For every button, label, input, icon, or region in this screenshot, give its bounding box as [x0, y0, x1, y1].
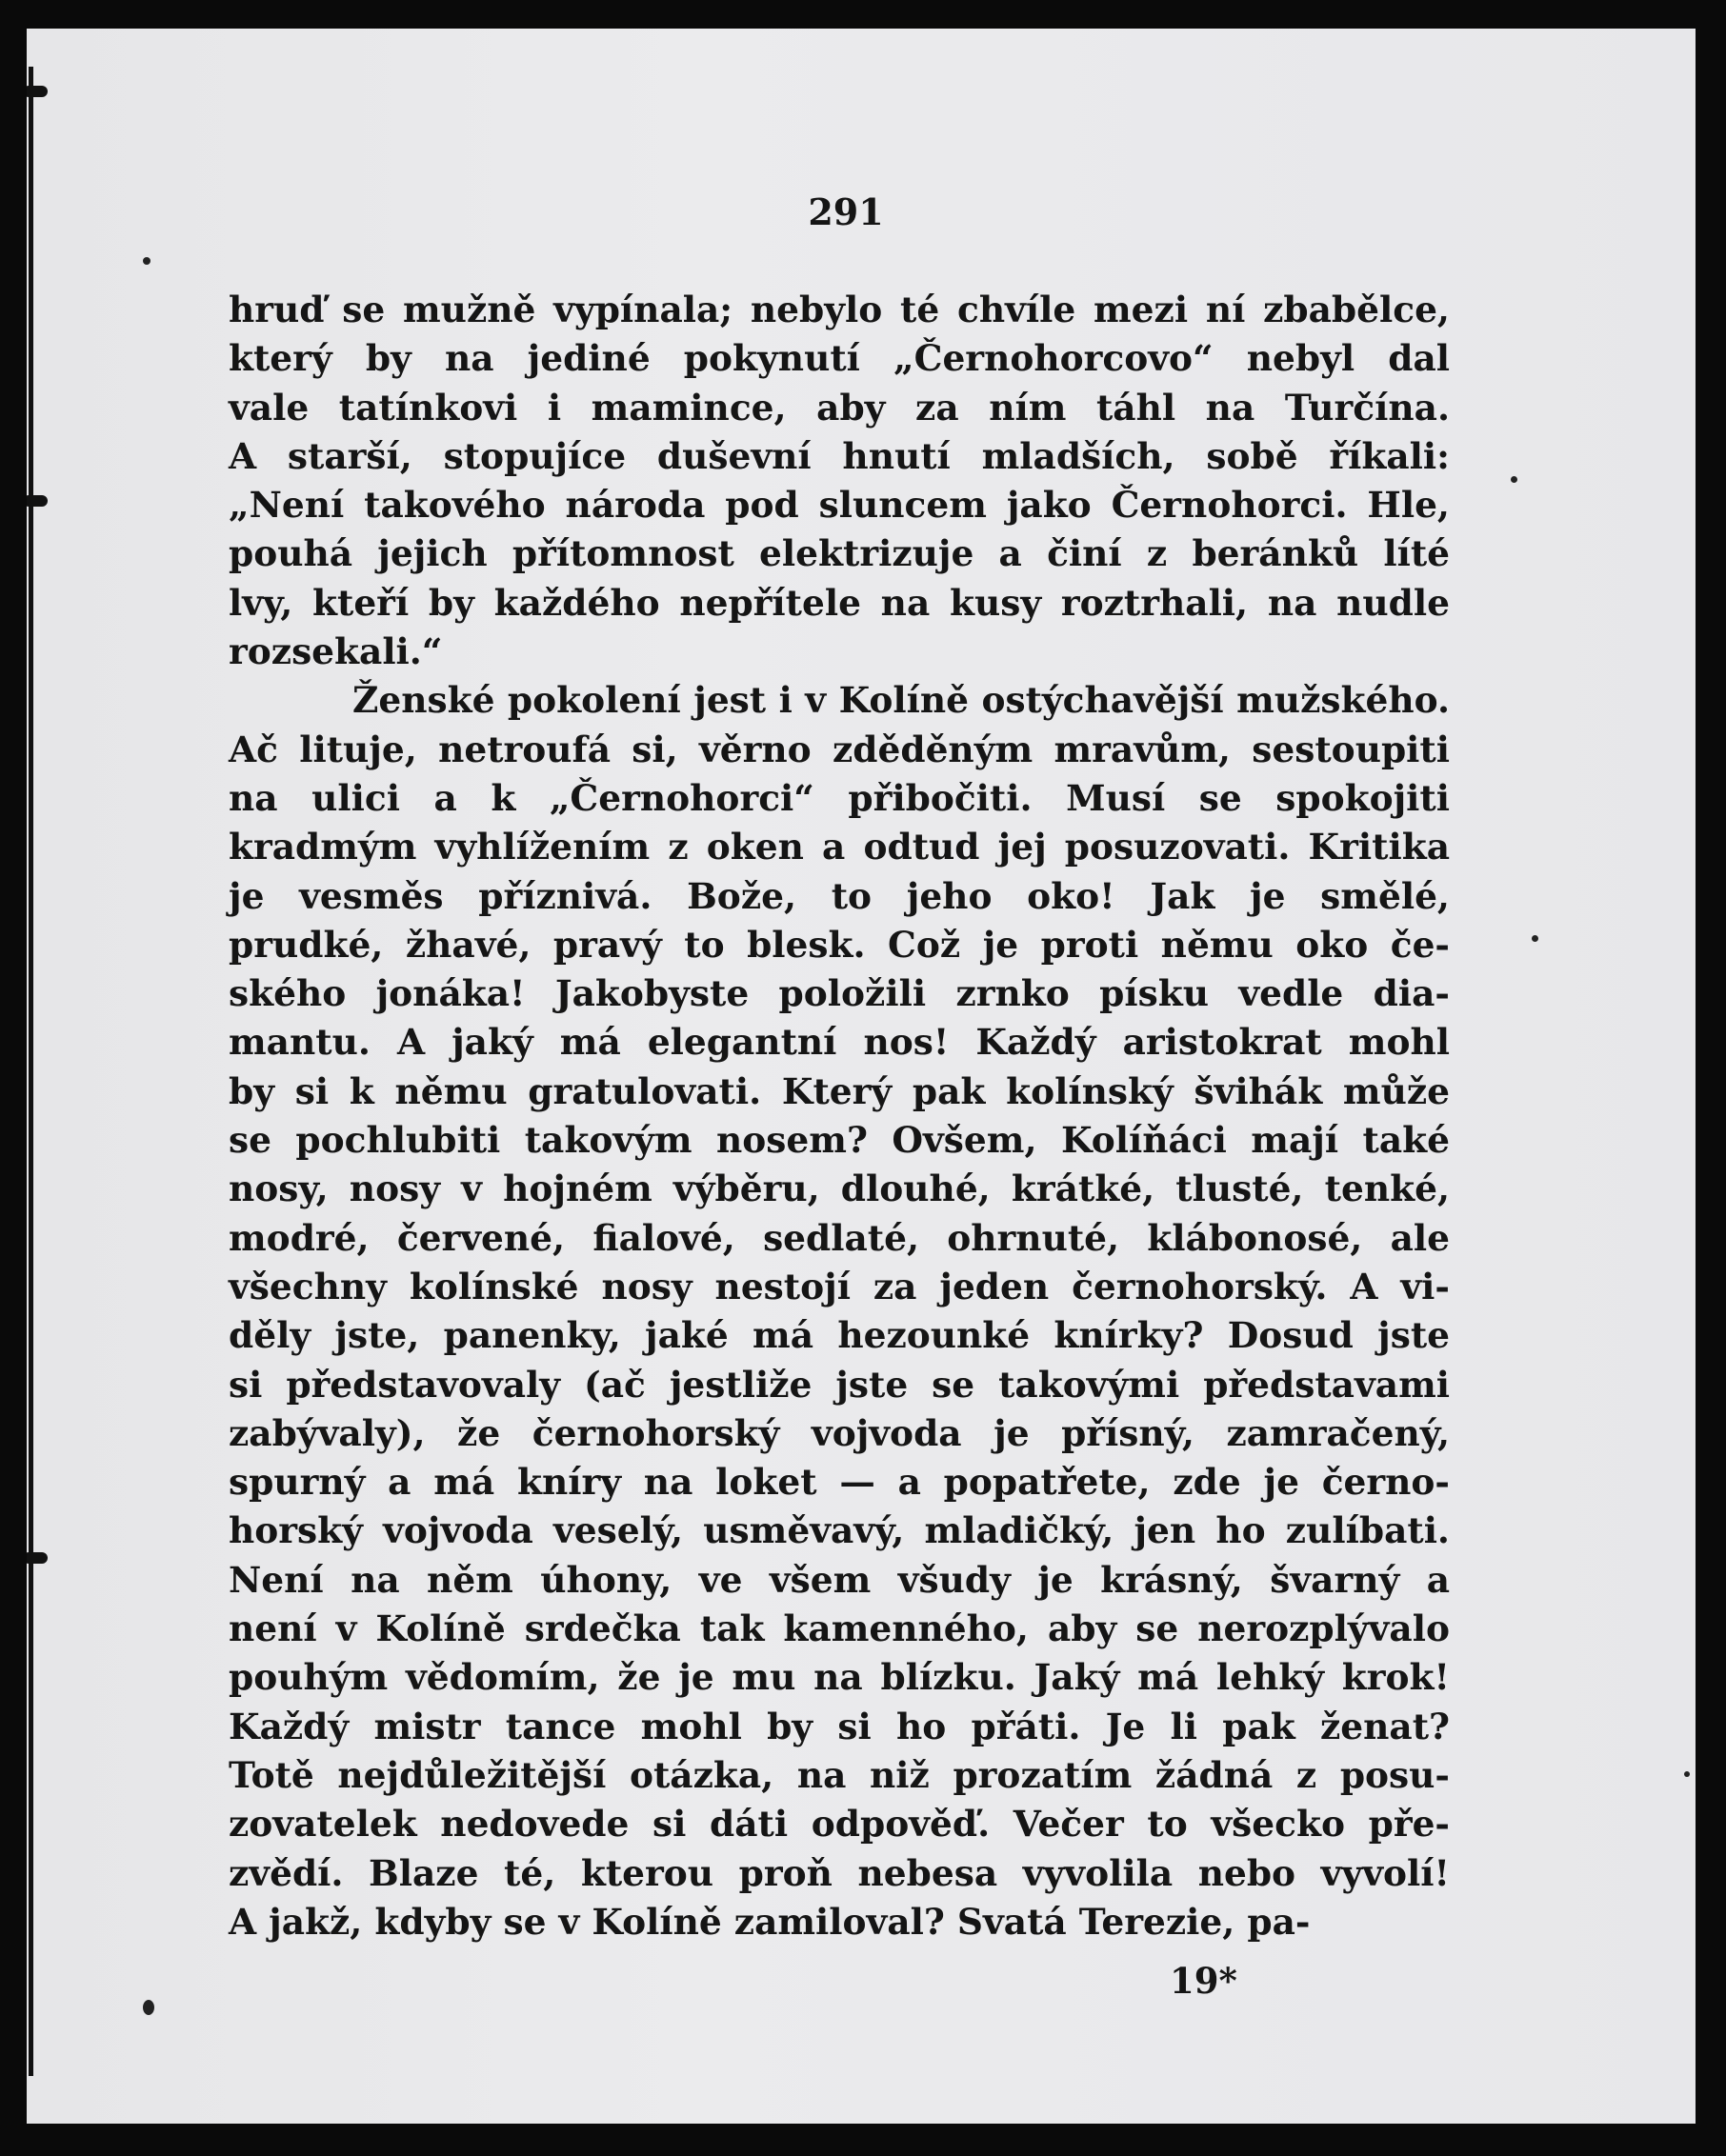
text-line: lvy, kteří by každého nepřítele na kusy roztrhali, na nudle: [229, 581, 1450, 624]
speck: [1684, 1771, 1690, 1777]
text-line: na ulici a k „Černohorci“ přibočiti. Musí se spokojiti: [229, 776, 1450, 819]
speck: [143, 257, 151, 265]
speck: [1532, 935, 1538, 942]
text-line: zovatelek nedovede si dáti odpověď. Večer to všecko pře-: [229, 1803, 1450, 1846]
text-line: horský vojvoda veselý, usměvavý, mladičký, jen ho zulíbati.: [229, 1509, 1450, 1552]
body-text: [229, 286, 1450, 1946]
text-line: není v Kolíně srdečka tak kamenného, aby se nerozplývalo: [229, 1607, 1450, 1650]
speck: [143, 2000, 154, 2015]
page-number: 291: [808, 190, 884, 233]
text-line: si představovaly (ač jestliže jste se takovými představami: [229, 1363, 1450, 1406]
text-line: kradmým vyhlížením z oken a odtud jej posuzovati. Kritika: [229, 826, 1450, 868]
binding-tick: [27, 495, 48, 507]
text-line: pouhým vědomím, že je mu na blízku. Jaký má lehký krok!: [229, 1656, 1450, 1699]
text-line: Ač lituje, netroufá si, věrno zděděným mravům, sestoupiti: [229, 728, 1450, 770]
text-line: „Není takového národa pod sluncem jako Černohorci. Hle,: [229, 484, 1450, 527]
text-line: je vesměs příznivá. Bože, to jeho oko! Jak je smělé,: [229, 874, 1450, 917]
text-line: spurný a má kníry na loket — a popatřete, zde je černo-: [229, 1461, 1450, 1504]
text-line: ského jonáka! Jakobyste položili zrnko písku vedle dia-: [229, 972, 1450, 1015]
speck: [1511, 476, 1517, 483]
text-line: Není na něm úhony, ve všem všudy je krásný, švarný a: [229, 1558, 1450, 1601]
text-line: děly jste, panenky, jaké má hezounké knírky? Dosud jste: [229, 1314, 1450, 1357]
signature-mark: 19*: [1170, 1960, 1237, 2002]
text-line: prudké, žhavé, pravý to blesk. Což je proti němu oko če-: [229, 923, 1450, 966]
text-line: Každý mistr tance mohl by si ho přáti. Je li pak ženat?: [229, 1705, 1450, 1747]
text-line: všechny kolínské nosy nestojí za jeden černohorský. A vi-: [229, 1265, 1450, 1308]
text-line: zvědí. Blaze té, kterou proň nebesa vyvolila nebo vyvolí!: [229, 1851, 1450, 1894]
text-line: se pochlubiti takovým nosem? Ovšem, Kolíňáci mají také: [229, 1119, 1450, 1162]
text-line: Totě nejdůležitější otázka, na niž prozatím žádná z posu-: [229, 1753, 1450, 1796]
text-line: zabývaly), že černohorský vojvoda je přísný, zamračený,: [229, 1411, 1450, 1454]
binding-line: [29, 67, 33, 2076]
text-line: Ženské pokolení jest i v Kolíně ostýchavější mužského.: [352, 679, 1450, 722]
binding-tick: [27, 1552, 48, 1564]
text-line: by si k němu gratulovati. Který pak kolínský švihák může: [229, 1069, 1450, 1112]
binding-edge: [27, 29, 55, 2124]
text-line: mantu. A jaký má elegantní nos! Každý aristokrat mohl: [229, 1021, 1450, 1064]
text-line: A jakž, kdyby se v Kolíně zamiloval? Svatá Terezie, pa-: [229, 1900, 1311, 1943]
binding-tick: [27, 86, 48, 97]
text-line: A starší, stopujíce duševní hnutí mladších, sobě říkali:: [229, 434, 1450, 477]
text-line: pouhá jejich přítomnost elektrizuje a činí z beránků líté: [229, 532, 1450, 575]
book-page: [27, 29, 1696, 2124]
text-line: který by na jediné pokynutí „Černohorcovo“ nebyl dal: [229, 337, 1450, 380]
text-line: modré, červené, fialové, sedlaté, ohrnuté, klábonosé, ale: [229, 1216, 1450, 1259]
text-line: vale tatínkovi i mamince, aby za ním táhl na Turčína.: [229, 386, 1450, 429]
text-line: rozsekali.“: [229, 630, 443, 673]
text-line: nosy, nosy v hojném výběru, dlouhé, krátké, tlusté, tenké,: [229, 1168, 1450, 1210]
text-line: hruď se mužně vypínala; nebylo té chvíle mezi ní zbabělce,: [229, 289, 1450, 330]
